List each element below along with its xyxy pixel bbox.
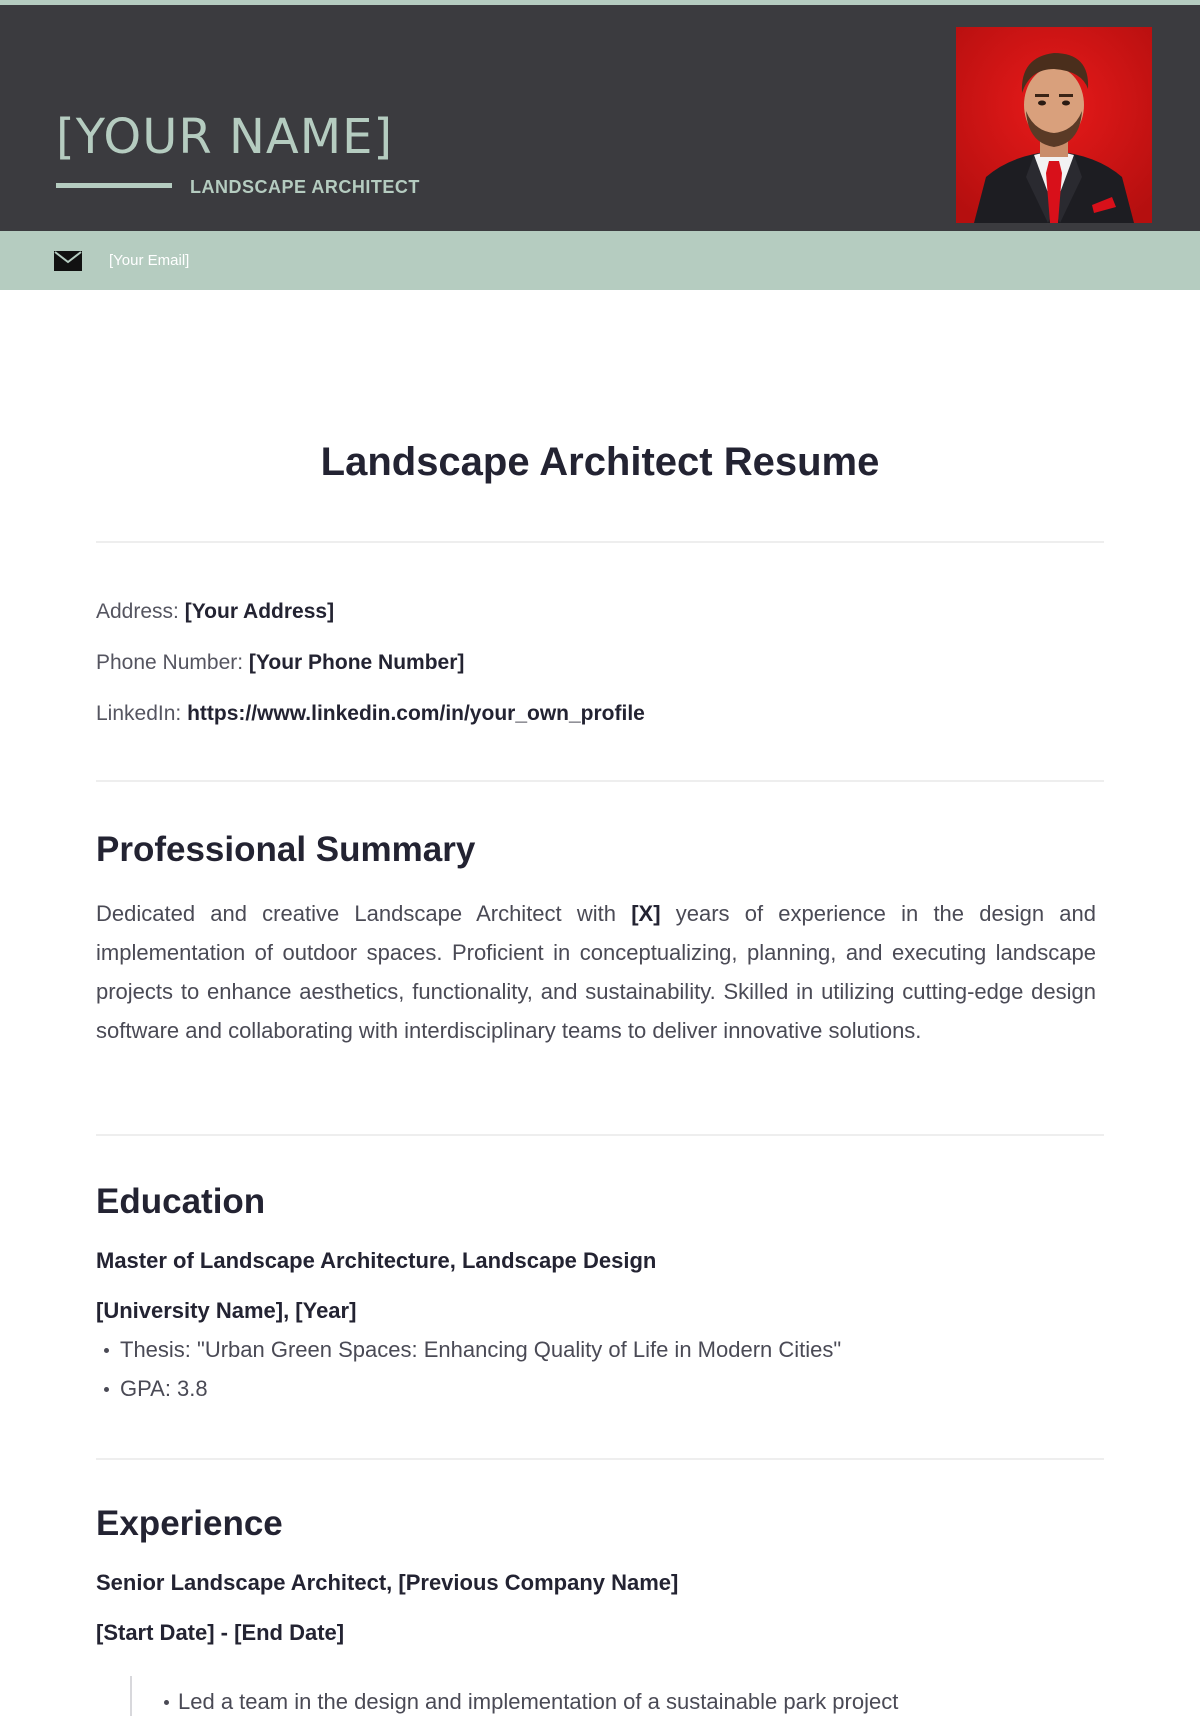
linkedin-label: LinkedIn: [96, 702, 188, 725]
profile-photo [956, 27, 1152, 223]
experience-dates: [Start Date] - [End Date] [96, 1620, 345, 1645]
summary-paragraph [96, 894, 1096, 1050]
list-item: Led a team in the design and implementation of a sustainable park project [156, 1682, 898, 1721]
address-label: Address: [96, 600, 185, 623]
divider [96, 541, 1104, 543]
phone-label: Phone Number: [96, 651, 249, 674]
address-line [96, 600, 334, 624]
contact-bar [0, 231, 1200, 290]
email-text: [Your Email] [109, 252, 190, 269]
summary-text-after: years of experience in the design and implementation of outdoor spaces. Proficient in conceptualizing, planning, and executing landscape projects to enhance aesthetics, functionality, and sustainability. Skilled in utilizing cutting-edge design software and collaborating with interdisciplinary teams to deliver innovative solutions. [96, 901, 1096, 1043]
job-title: LANDSCAPE ARCHITECT [190, 177, 420, 197]
list-item: Thesis: "Urban Green Spaces: Enhancing Quality of Life in Modern Cities" [96, 1330, 841, 1369]
mail-icon [54, 251, 82, 271]
profile-photo-illustration [956, 27, 1152, 223]
phone-line [96, 651, 464, 675]
education-degree: Master of Landscape Architecture, Landscape Design [96, 1248, 657, 1273]
linkedin-link[interactable]: https://www.linkedin.com/in/your_own_profile [187, 702, 645, 725]
address-value: [Your Address] [184, 600, 335, 623]
name-underline [56, 183, 172, 188]
list-item: GPA: 3.8 [96, 1369, 841, 1408]
education-school: [University Name], [Year] [96, 1298, 357, 1323]
divider [96, 780, 1104, 782]
summary-text-before: Dedicated and creative Landscape Architect with [96, 901, 632, 926]
summary-years: [X] [631, 901, 661, 926]
document-title: Landscape Architect Resume [320, 440, 880, 484]
experience-quote-border [130, 1676, 132, 1716]
experience-bullet-list [156, 1682, 898, 1721]
phone-value: [Your Phone Number] [248, 651, 465, 674]
divider [96, 1458, 1104, 1460]
header-banner [0, 5, 1200, 231]
education-heading: Education [96, 1182, 266, 1221]
linkedin-line [96, 702, 645, 726]
divider [96, 1134, 1104, 1136]
summary-heading: Professional Summary [96, 830, 476, 869]
education-bullet-list [96, 1330, 841, 1408]
experience-role: Senior Landscape Architect, [Previous Company Name] [96, 1570, 679, 1595]
experience-heading: Experience [96, 1504, 283, 1543]
candidate-name: [YOUR NAME] [56, 109, 394, 165]
